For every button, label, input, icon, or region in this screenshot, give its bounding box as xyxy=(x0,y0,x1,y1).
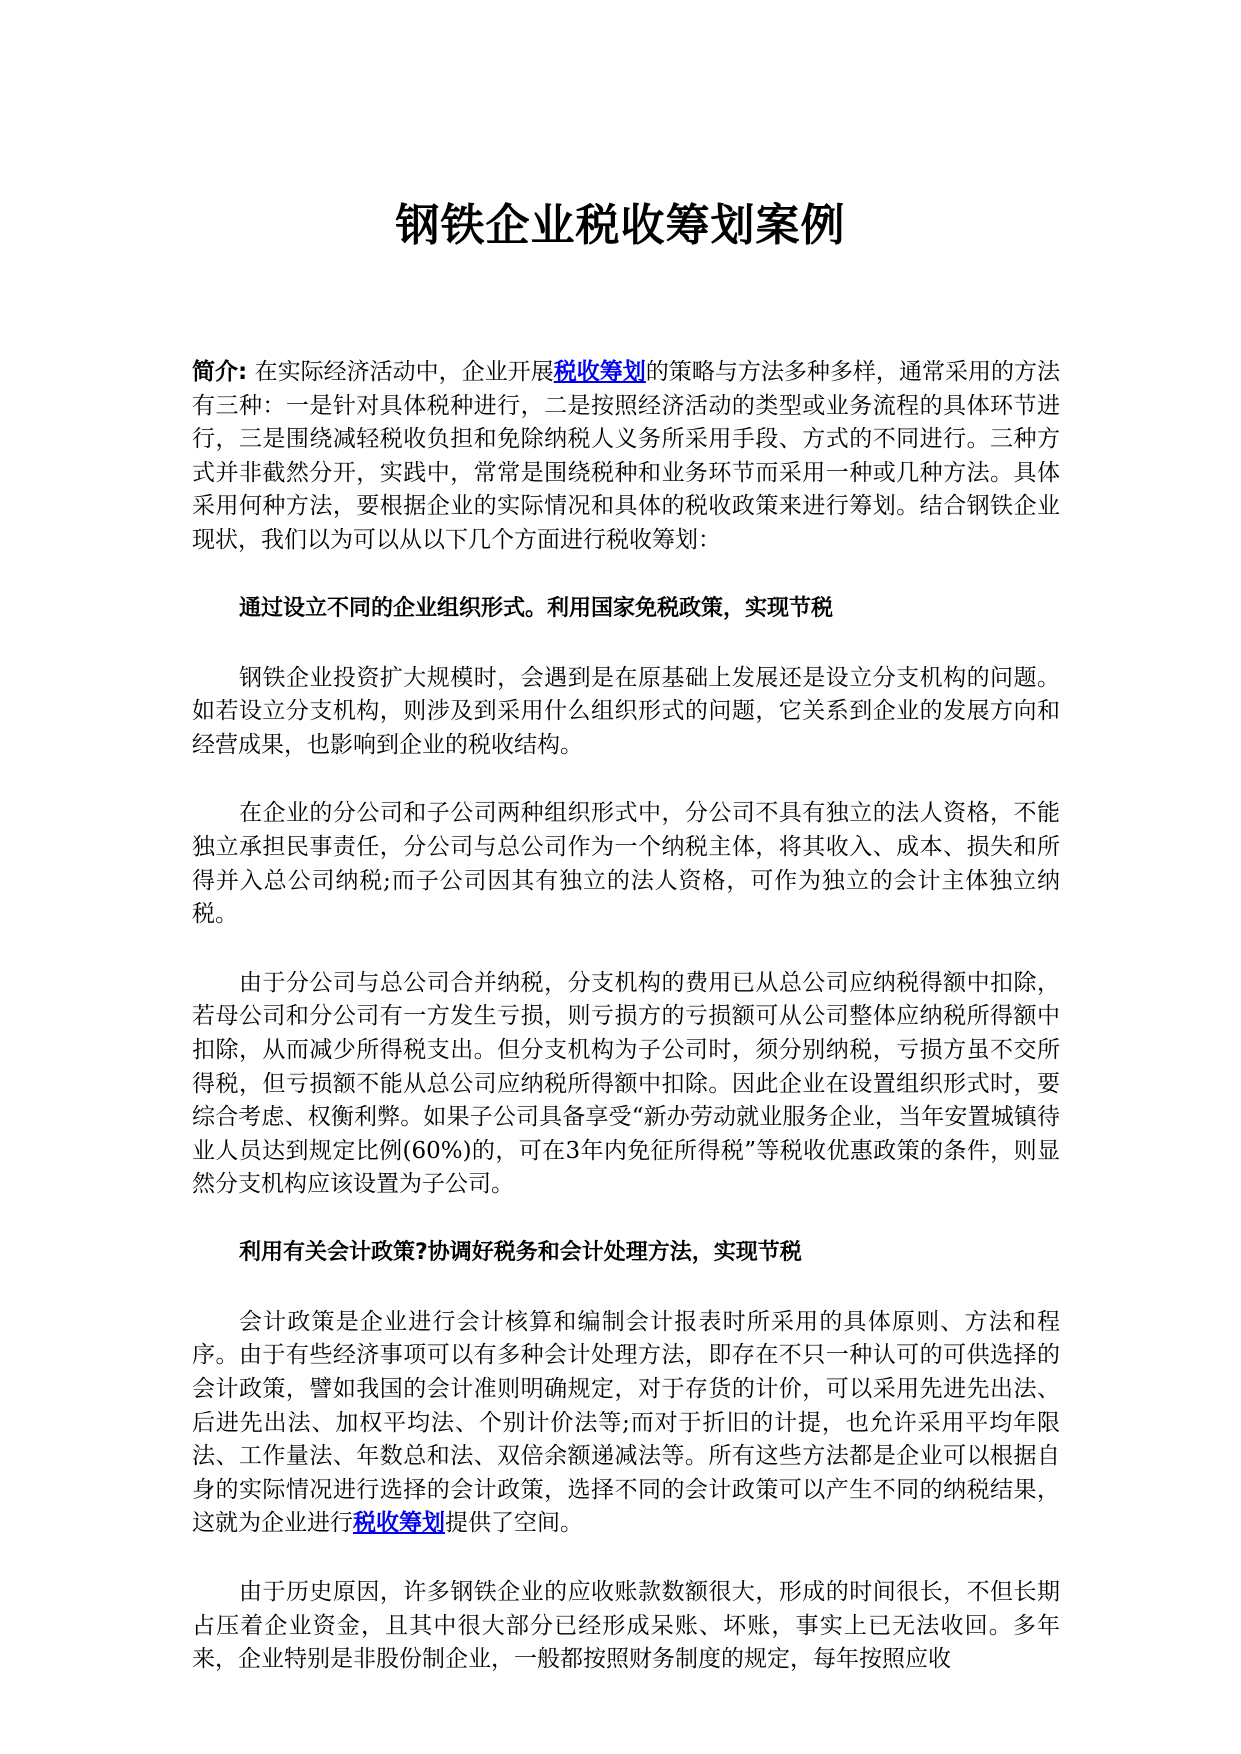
section-heading-2: 利用有关会计政策?协调好税务和会计处理方法，实现节税 xyxy=(239,1239,802,1265)
intro-text-after-link: 的策略与方法多种多样，通常采用的方法有三种：一是针对具体税种进行，二是按照经济活动的类型或业务流程的具体环节进行，三是围绕减轻税收负担和免除纳税人义务所采用手段、方式的不同进行。三种方式并非截然分开，实践中，常常是围绕税种和业务环节而采用一种或几种方法。具体采用何种方法，要根据企业的实际情况和具体的税收政策来进行筹划。结合钢铁企业现状，我们以为可以从以下几个方面进行税收筹划： xyxy=(192,359,1061,553)
document-title: 钢铁企业税收筹划案例 xyxy=(395,200,846,251)
intro-label: 简介: xyxy=(192,359,248,385)
section-heading-1: 通过设立不同的企业组织形式。利用国家免税政策，实现节税 xyxy=(239,595,834,621)
section1-paragraph-3: 由于分公司与总公司合并纳税，分支机构的费用已从总公司应纳税得额中扣除，若母公司和分公司有一方发生亏损，则亏损方的亏损额可从公司整体应纳税所得额中扣除，从而减少所得税支出。但分支机构为子公司时，须分别纳税，亏损方虽不交所得税，但亏损额不能从总公司应纳税所得额中扣除。因此企业在设置组织形式时，要综合考虑、权衡利弊。如果子公司具备享受“新办劳动就业服务企业，当年安置城镇待业人员达到规定比例(60%)的，可在3年内免征所得税”等税收优惠政策的条件，则显然分支机构应该设置为子公司。 xyxy=(192,969,1060,1198)
section2-paragraph-2: 由于历史原因，许多钢铁企业的应收账款数额很大，形成的时间很长，不但长期占压着企业资金，且其中很大部分已经形成呆账、坏账，事实上已无法收回。多年来，企业特别是非股份制企业，一般都按照财务制度的规定，每年按照应收 xyxy=(192,1579,1060,1673)
tax-planning-link[interactable]: 税收筹划 xyxy=(553,359,646,385)
document-body xyxy=(192,356,1060,1712)
section1-paragraph-1: 钢铁企业投资扩大规模时，会遇到是在原基础上发展还是设立分支机构的问题。如若设立分支机构，则涉及到采用什么组织形式的问题，它关系到企业的发展方向和经营成果，也影响到企业的税收结构。 xyxy=(192,664,1060,758)
section1-paragraph-2: 在企业的分公司和子公司两种组织形式中，分公司不具有独立的法人资格，不能独立承担民事责任，分公司与总公司作为一个纳税主体，将其收入、成本、损失和所得并入总公司纳税;而子公司因其有独立的法人资格，可作为独立的会计主体独立纳税。 xyxy=(192,800,1060,928)
intro-text-before-link: 在实际经济活动中，企业开展 xyxy=(254,359,554,385)
section2-p1-text-after-link: 提供了空间。 xyxy=(445,1510,583,1537)
intro-paragraph xyxy=(192,356,1060,558)
tax-planning-link-2[interactable]: 税收筹划 xyxy=(353,1510,445,1537)
section2-p1-text-before-link: 会计政策是企业进行会计核算和编制会计报表时所采用的具体原则、方法和程序。由于有些经济事项可以有多种会计处理方法，即存在不只一种认可的可供选择的会计政策，譬如我国的会计准则明确规定，对于存货的计价，可以采用先进先出法、后进先出法、加权平均法、个别计价法等;而对于折旧的计提，也允许采用平均年限法、工作量法、年数总和法、双倍余额递减法等。所有这些方法都是企业可以根据自身的实际情况进行选择的会计政策，选择不同的会计政策可以产生不同的纳税结果，这就为企业进行 xyxy=(192,1308,1060,1537)
section2-paragraph-1 xyxy=(192,1306,1060,1541)
